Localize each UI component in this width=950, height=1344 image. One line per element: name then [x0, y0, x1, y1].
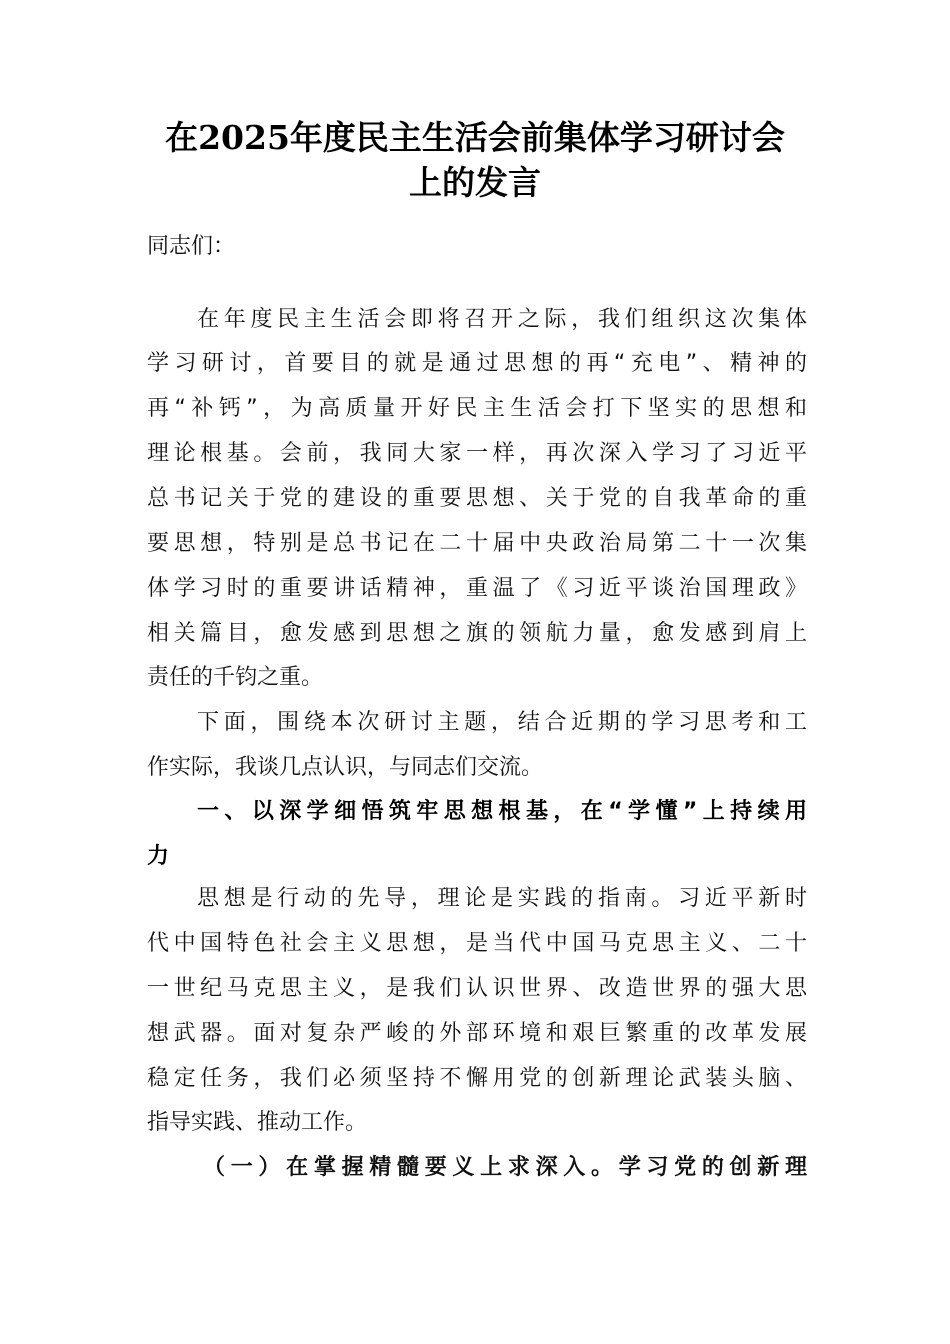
subsection-line: （一）在掌握精髓要义上求深入。学习党的创新理 — [203, 1154, 807, 1180]
section-paragraph-line: 稳定任务，我们必须坚持不懈用党的创新理论武装头脑、 — [147, 1066, 807, 1091]
paragraph-1-line: 体学习时的重要讲话精神，重温了《习近平谈治国理政》 — [147, 576, 807, 601]
paragraph-1-line: 总书记关于党的建设的重要思想、关于党的自我革命的重 — [147, 486, 807, 511]
paragraph-2-line: 作实际，我谈几点认识，与同志们交流。 — [147, 755, 544, 780]
paragraph-2-line: 下面，围绕本次研讨主题，结合近期的学习思考和工 — [197, 710, 807, 735]
paragraph-1-line: 在年度民主生活会即将召开之际，我们组织这次集体 — [197, 307, 807, 332]
document-title-line-1: 在2025年度民主生活会前集体学习研讨会 — [165, 118, 785, 157]
salutation: 同志们： — [147, 234, 236, 259]
paragraph-1-line: 相关篇目，愈发感到思想之旗的领航力量，愈发感到肩上 — [147, 621, 807, 646]
document-title-line-2: 上的发言 — [409, 163, 541, 202]
section-paragraph-line: 思想是行动的先导，理论是实践的指南。习近平新时 — [197, 886, 807, 911]
section-paragraph-line: 一世纪马克思主义，是我们认识世界、改造世界的强大思 — [147, 976, 807, 1001]
paragraph-1-line: 学习研讨，首要目的就是通过思想的再“充电”、精神的 — [147, 351, 807, 376]
section-paragraph-line: 代中国特色社会主义思想，是当代中国马克思主义、二十 — [147, 931, 807, 956]
paragraph-1-line: 责任的千钧之重。 — [147, 665, 324, 690]
paragraph-1-line: 再“补钙”，为高质量开好民主生活会打下坚实的思想和 — [147, 396, 807, 421]
section-paragraph-line: 想武器。面对复杂严峻的外部环境和艰巨繁重的改革发展 — [147, 1021, 807, 1046]
section-heading-line: 力 — [147, 844, 170, 869]
paragraph-1-line: 要思想，特别是总书记在二十届中央政治局第二十一次集 — [147, 531, 807, 556]
section-heading-line: 一、以深学细悟筑牢思想根基，在“学懂”上持续用 — [197, 799, 807, 824]
paragraph-1-line: 理论根基。会前，我同大家一样，再次深入学习了习近平 — [147, 441, 807, 466]
section-paragraph-line: 指导实践、推动工作。 — [147, 1110, 368, 1135]
